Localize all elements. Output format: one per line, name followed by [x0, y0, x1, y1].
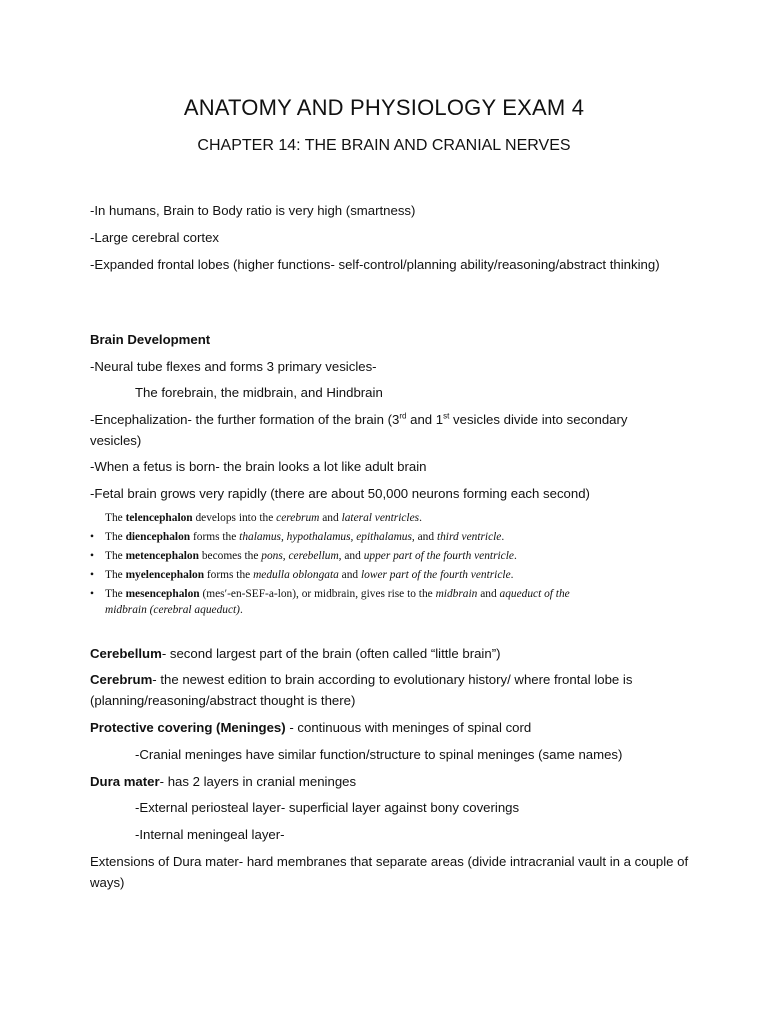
vesicle-metencephalon: The metencephalon becomes the pons, cerebellum, and upper part of the fourth ventricle.	[105, 550, 517, 562]
periosteal-layer-line: -External periosteal layer- superficial layer against bony coverings	[135, 800, 520, 815]
vesicle-telencephalon: The telencephalon develops into the cerebrum and lateral ventricles.	[105, 512, 422, 524]
meningeal-layer-line: -Internal meningeal layer-	[135, 827, 285, 842]
neural-tube-line: -Neural tube flexes and forms 3 primary vesicles-	[90, 359, 377, 374]
bullet-icon: •	[90, 531, 94, 543]
mesencephalon-bold: mesencephalon	[125, 588, 200, 600]
chapter-title: CHAPTER 14: THE BRAIN AND CRANIAL NERVES	[197, 137, 571, 154]
page-title: ANATOMY AND PHYSIOLOGY EXAM 4	[183, 95, 585, 120]
encephalization-line: -Encephalization- the further formation of the brain (3rd and 1st vesicles divide into secondary vesicles)	[90, 411, 628, 448]
intro-line-3: -Expanded frontal lobes (higher functions- self-control/planning ability/reasoning/abstract thinking)	[90, 257, 660, 272]
cerebrum-line: Cerebrum- the newest edition to brain according to evolutionary history/ where frontal lobe is (planning/reasoning/abstract thought is there)	[90, 672, 633, 708]
dura-mater-line: Dura mater- has 2 layers in cranial meninges	[90, 774, 357, 789]
fetal-growth-line: -Fetal brain grows very rapidly (there are about 50,000 neurons forming each second)	[90, 486, 590, 501]
vesicle-mesencephalon: The mesencephalon (mes′-en-SEF-a-lon), or midbrain, gives rise to the midbrain and aqueduct of the	[105, 588, 570, 600]
intro-line-1: -In humans, Brain to Body ratio is very high (smartness)	[90, 203, 416, 218]
vesicle-mesencephalon-line2: midbrain (cerebral aqueduct).	[105, 604, 243, 616]
vesicle-diencephalon: The diencephalon forms the thalamus, hypothalamus, epithalamus, and third ventricle.	[105, 531, 505, 543]
section-heading-brain-development: Brain Development	[90, 332, 211, 347]
bullet-icon: •	[90, 569, 94, 581]
fetus-born-line: -When a fetus is born- the brain looks a lot like adult brain	[90, 459, 427, 474]
cranial-meninges-line: -Cranial meninges have similar function/structure to spinal meninges (same names)	[135, 747, 623, 762]
meninges-line: Protective covering (Meninges) - continuous with meninges of spinal cord	[90, 720, 532, 735]
intro-line-2: -Large cerebral cortex	[90, 230, 220, 245]
bullet-icon: •	[90, 588, 94, 600]
cerebellum-line: Cerebellum- second largest part of the brain (often called “little brain”)	[90, 646, 501, 661]
bullet-icon: •	[90, 550, 94, 562]
three-parts-line: The forebrain, the midbrain, and Hindbrain	[135, 385, 383, 400]
vesicle-myelencephalon: The myelencephalon forms the medulla oblongata and lower part of the fourth ventricle.	[105, 569, 514, 581]
dura-extensions-line: Extensions of Dura mater- hard membranes that separate areas (divide intracranial vault in a couple of ways)	[90, 854, 689, 890]
